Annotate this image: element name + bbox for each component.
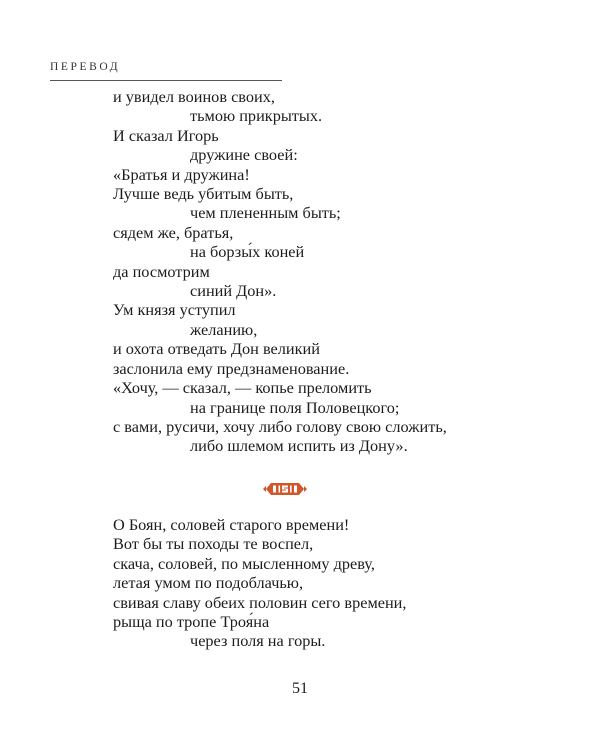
- poem-line: летая умом по подоблачью,: [113, 573, 304, 593]
- poem-line: «Братья и дружина!: [113, 164, 250, 184]
- poem-line: желанию,: [190, 319, 258, 339]
- poem-line: на борзы́х коней: [190, 242, 305, 262]
- poem-line: чем плененным быть;: [190, 203, 341, 223]
- poem-line: скача, соловей, по мысленному древу,: [113, 553, 375, 573]
- poem-line: Лучше ведь убитым быть,: [113, 184, 294, 204]
- poem-line: с вами, русичи, хочу либо голову свою сложить,: [113, 416, 447, 436]
- poem-line: И сказал Игорь: [113, 125, 219, 145]
- page-number: 51: [292, 680, 308, 697]
- poem-line: заслонила ему предзнаменование.: [113, 358, 350, 378]
- poem-line: через поля на горы.: [190, 631, 326, 651]
- poem-line: «Хочу, — сказал, — копье преломить: [113, 378, 372, 398]
- running-header: [50, 60, 282, 81]
- poem-line: дружине своей:: [190, 145, 298, 165]
- poem-line: рыща по тропе Троя́на: [113, 612, 270, 632]
- poem-line: Вот бы ты походы те воспел,: [113, 534, 314, 554]
- poem-stanza-2: [113, 515, 553, 651]
- poem-line: и охота отведать Дон великий: [113, 339, 320, 359]
- poem-line: синий Дон».: [190, 281, 277, 301]
- header-rule: [50, 80, 282, 81]
- folk-ornament-icon: [262, 478, 308, 500]
- poem-stanza-1: [113, 87, 553, 456]
- poem-line: да посмотрим: [113, 261, 210, 281]
- poem-line: на границе поля Половецкого;: [190, 397, 400, 417]
- poem-line: О Боян, соловей старого времени!: [113, 515, 350, 534]
- poem-line: сядем же, братья,: [113, 222, 234, 242]
- poem-line: тьмою прикрытых.: [190, 106, 323, 126]
- section-label: ПЕРЕВОД: [50, 61, 121, 73]
- poem-line: либо шлемом испить из Дону».: [190, 436, 408, 456]
- poem-line: Ум князя уступил: [113, 300, 236, 320]
- poem-line: и увидел воинов своих,: [113, 87, 275, 106]
- poem-line: свивая славу обеих половин сего времени,: [113, 592, 407, 612]
